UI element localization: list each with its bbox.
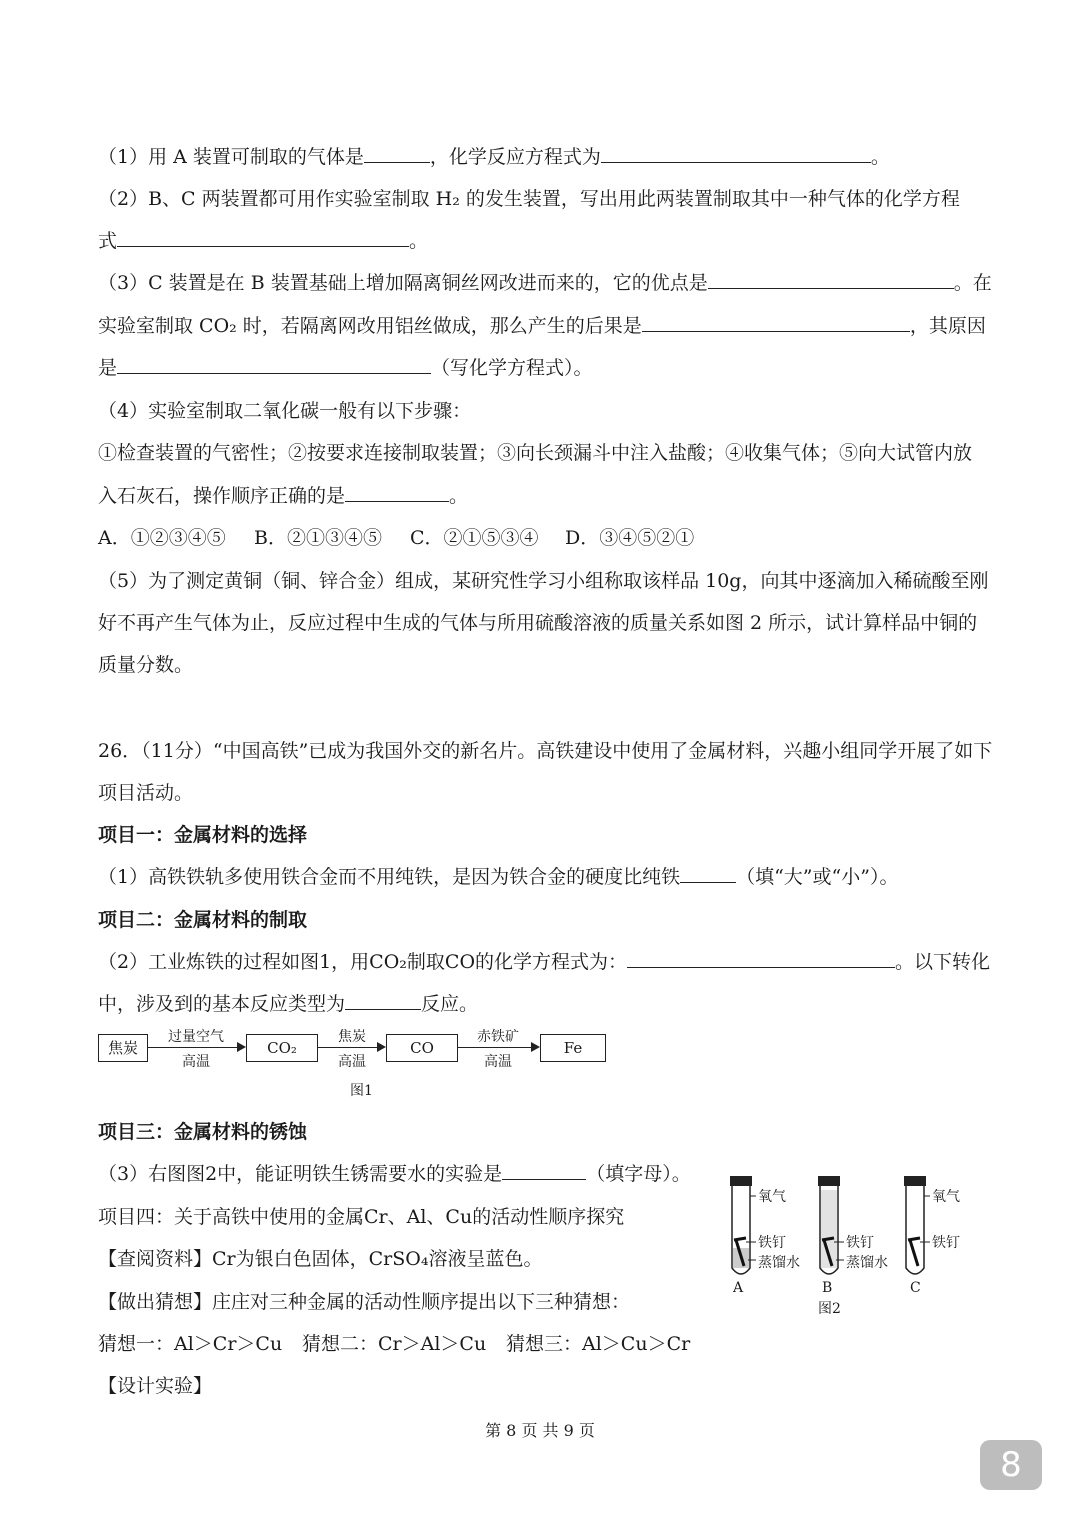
- project-1-question: （1）高铁铁轨多使用铁合金而不用纯铁，是因为铁合金的硬度比纯铁 （填“大”或“小”）。: [98, 866, 899, 888]
- tube-label-c: C: [910, 1280, 921, 1296]
- project-1-heading: 项目一：金属材料的选择: [98, 824, 308, 846]
- figure-2-caption: 图2: [818, 1301, 841, 1317]
- arrow-1-top-label: 过量空气: [168, 1029, 224, 1045]
- question-5-5-line3: 质量分数。: [98, 654, 194, 676]
- page-number-badge[interactable]: 8: [980, 1440, 1042, 1490]
- flow-box-fe: Fe: [540, 1034, 606, 1062]
- page-footer: 第 8 页 共 9 页: [485, 1421, 595, 1440]
- option-c[interactable]: C．②①⑤③④: [410, 527, 539, 549]
- question-5-4-line3: 入石灰石，操作顺序正确的是 。: [98, 485, 469, 507]
- answer-blank[interactable]: [627, 949, 895, 968]
- project-2-heading: 项目二：金属材料的制取: [98, 909, 308, 931]
- question-5-4-line1: （4）实验室制取二氧化碳一般有以下步骤：: [98, 400, 472, 422]
- arrow-1-bottom-label: 高温: [182, 1054, 210, 1070]
- project-3-question: （3）右图图2中，能证明铁生锈需要水的实验是 （填字母）。: [98, 1163, 691, 1185]
- answer-blank[interactable]: [601, 144, 871, 163]
- answer-blank[interactable]: [117, 355, 431, 374]
- label-oxygen-c: 氧气: [932, 1189, 960, 1205]
- label-nail-a: 铁钉: [758, 1235, 786, 1251]
- hypothesis-3: 猜想三：Al＞Cu＞Cr: [506, 1333, 691, 1355]
- question-5-3-line2: 实验室制取 CO₂ 时，若隔离网改用铝丝做成，那么产生的后果是 ，其原因: [98, 315, 986, 337]
- tube-label-b: B: [822, 1280, 833, 1296]
- flow-box-co2: CO₂: [246, 1034, 318, 1062]
- answer-blank[interactable]: [680, 864, 736, 883]
- label-nail-b: 铁钉: [846, 1235, 874, 1251]
- question-5-3-line1: （3）C 装置是在 B 装置基础上增加隔离铜丝网改进而来的，它的优点是 。在: [98, 272, 992, 294]
- option-b[interactable]: B．②①③④⑤: [254, 527, 382, 549]
- flow-arrow-1: [148, 1047, 244, 1048]
- flow-box-coke: 焦炭: [98, 1034, 148, 1062]
- label-water-a: 蒸馏水: [758, 1255, 800, 1271]
- question-5-4-line2: ①检查装置的气密性；②按要求连接制取装置；③向长颈漏斗中注入盐酸；④收集气体；⑤向大试管内放: [98, 442, 973, 464]
- question-26-line1: 26．（11分）“中国高铁”已成为我国外交的新名片。高铁建设中使用了金属材料，兴趣小组同学开展了如下: [98, 740, 993, 762]
- tube-label-a: A: [733, 1280, 744, 1296]
- label-nail-c: 铁钉: [932, 1235, 960, 1251]
- figure-1-caption: 图1: [350, 1083, 373, 1099]
- answer-blank[interactable]: [345, 991, 421, 1010]
- option-d[interactable]: D．③④⑤②①: [565, 527, 695, 549]
- project-3-heading: 项目三：金属材料的锈蚀: [98, 1121, 308, 1143]
- question-5-5-line2: 好不再产生气体为止，反应过程中生成的气体与所用硫酸溶液的质量关系如图 2 所示，试计算样品中铜的: [98, 612, 978, 634]
- question-26-line2: 项目活动。: [98, 782, 194, 804]
- question-5-2-line2: 式 。: [98, 230, 429, 252]
- label-water-b: 蒸馏水: [846, 1255, 888, 1271]
- hypothesis-2: 猜想二：Cr＞Al＞Cu: [302, 1333, 487, 1355]
- label-oxygen-a: 氧气: [758, 1189, 786, 1205]
- hypothesis-heading: 【做出猜想】庄庄对三种金属的活动性顺序提出以下三种猜想：: [98, 1291, 631, 1313]
- question-5-1: （1）用 A 装置可制取的气体是 ，化学反应方程式为 。: [98, 146, 890, 168]
- project-2-question-line1: （2）工业炼铁的过程如图1，用CO₂制取CO的化学方程式为： 。以下转化: [98, 951, 991, 973]
- question-5-3-line3: 是 （写化学方程式）。: [98, 357, 593, 379]
- answer-blank[interactable]: [502, 1161, 586, 1180]
- flow-arrow-2: [318, 1047, 384, 1048]
- arrow-2-bottom-label: 高温: [338, 1054, 366, 1070]
- project-2-question-line2: 中，涉及到的基本反应类型为 反应。: [98, 993, 479, 1015]
- design-experiment-heading: 【设计实验】: [98, 1375, 213, 1397]
- arrow-3-bottom-label: 高温: [484, 1054, 512, 1070]
- flow-arrow-3: [458, 1047, 538, 1048]
- reference-info: 【查阅资料】Cr为银白色固体，CrSO₄溶液呈蓝色。: [98, 1248, 543, 1270]
- project-4-heading: 项目四：关于高铁中使用的金属Cr、Al、Cu的活动性顺序探究: [98, 1206, 625, 1228]
- option-a[interactable]: A．①②③④⑤: [98, 527, 226, 549]
- tube-c: [904, 1176, 930, 1274]
- question-5-2-line1: （2）B、C 两装置都可用作实验室制取 H₂ 的发生装置，写出用此两装置制取其中一种气体的化学方程: [98, 188, 960, 210]
- figure-1-flow: [98, 1024, 618, 1104]
- answer-blank[interactable]: [642, 313, 910, 332]
- arrow-2-top-label: 焦炭: [338, 1029, 366, 1045]
- hypothesis-1: 猜想一：Al＞Cr＞Cu: [98, 1333, 283, 1355]
- tube-a: [730, 1176, 756, 1274]
- answer-blank[interactable]: [364, 144, 430, 163]
- answer-blank[interactable]: [117, 228, 409, 247]
- figure-2-test-tubes: [722, 1168, 992, 1318]
- answer-blank[interactable]: [708, 270, 954, 289]
- question-5-5-line1: （5）为了测定黄铜（铜、锌合金）组成，某研究性学习小组称取该样品 10g，向其中逐滴加入稀硫酸至刚: [98, 570, 989, 592]
- answer-blank[interactable]: [345, 483, 449, 502]
- arrow-3-top-label: 赤铁矿: [477, 1029, 519, 1045]
- tube-b: [818, 1176, 844, 1274]
- flow-box-co: CO: [386, 1034, 458, 1062]
